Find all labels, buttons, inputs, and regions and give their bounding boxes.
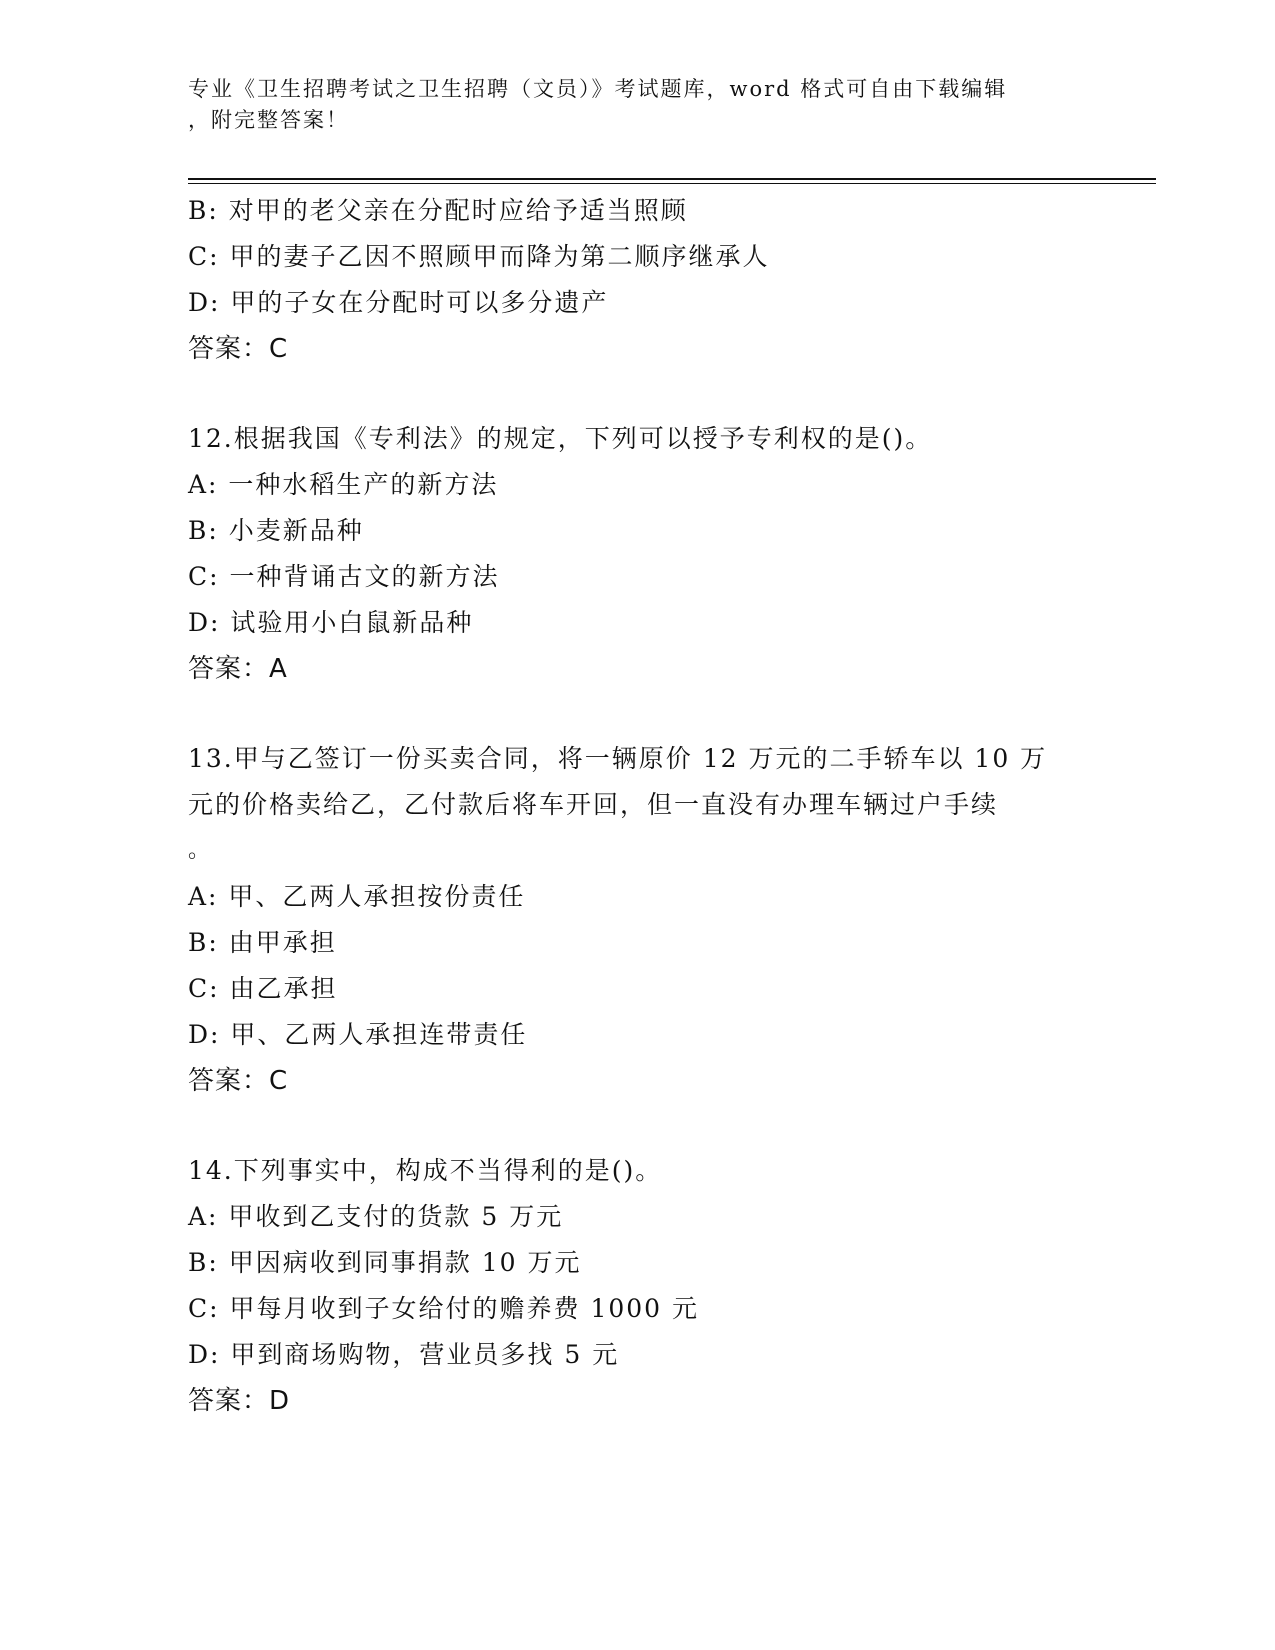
answer: 答案：C — [188, 334, 289, 364]
answer: 答案：A — [188, 654, 288, 684]
header-line-2: ，附完整答案！ — [188, 108, 349, 132]
question-stem-line-2: 元的价格卖给乙，乙付款后将车开回，但一直没有办理车辆过户手续 — [188, 790, 999, 819]
question-13 — [188, 736, 1088, 1104]
option-c: C: 由乙承担 — [188, 974, 338, 1003]
header-divider-thin — [188, 183, 1156, 184]
option-b: B: 对甲的老父亲在分配时应给予适当照顾 — [188, 196, 688, 225]
document-header — [188, 74, 1088, 136]
question-14 — [188, 1148, 1088, 1424]
question-stem-line-1: 13.甲与乙签订一份买卖合同，将一辆原价 12 万元的二手轿车以 10 万 — [188, 744, 1048, 773]
option-c: C: 甲的妻子乙因不照顾甲而降为第二顺序继承人 — [188, 242, 770, 271]
option-d: D: 甲的子女在分配时可以多分遗产 — [188, 288, 609, 317]
option-a: A: 甲收到乙支付的货款 5 万元 — [188, 1202, 564, 1231]
option-a: A: 一种水稻生产的新方法 — [188, 470, 499, 499]
option-d: D: 甲、乙两人承担连带责任 — [188, 1020, 528, 1049]
option-b: B: 甲因病收到同事捐款 10 万元 — [188, 1248, 582, 1277]
option-d: D: 试验用小白鼠新品种 — [188, 608, 474, 637]
option-d: D: 甲到商场购物，营业员多找 5 元 — [188, 1340, 620, 1369]
answer: 答案：D — [188, 1386, 291, 1416]
header-line-1: 专业《卫生招聘考试之卫生招聘（文员）》考试题库，word 格式可自由下载编辑 — [188, 77, 1008, 101]
option-a: A: 甲、乙两人承担按份责任 — [188, 882, 526, 911]
question-stem: 14.下列事实中，构成不当得利的是()。 — [188, 1156, 663, 1185]
option-c: C: 一种背诵古文的新方法 — [188, 562, 500, 591]
option-b: B: 由甲承担 — [188, 928, 337, 957]
header-divider — [188, 178, 1156, 180]
question-11-continued — [188, 188, 1088, 372]
question-list — [188, 188, 1088, 1424]
option-b: B: 小麦新品种 — [188, 516, 364, 545]
question-12 — [188, 416, 1088, 692]
question-stem-line-3: 。 — [188, 838, 213, 863]
question-stem: 12.根据我国《专利法》的规定，下列可以授予专利权的是()。 — [188, 424, 933, 453]
option-c: C: 甲每月收到子女给付的赡养费 1000 元 — [188, 1294, 700, 1323]
answer: 答案：C — [188, 1066, 289, 1096]
